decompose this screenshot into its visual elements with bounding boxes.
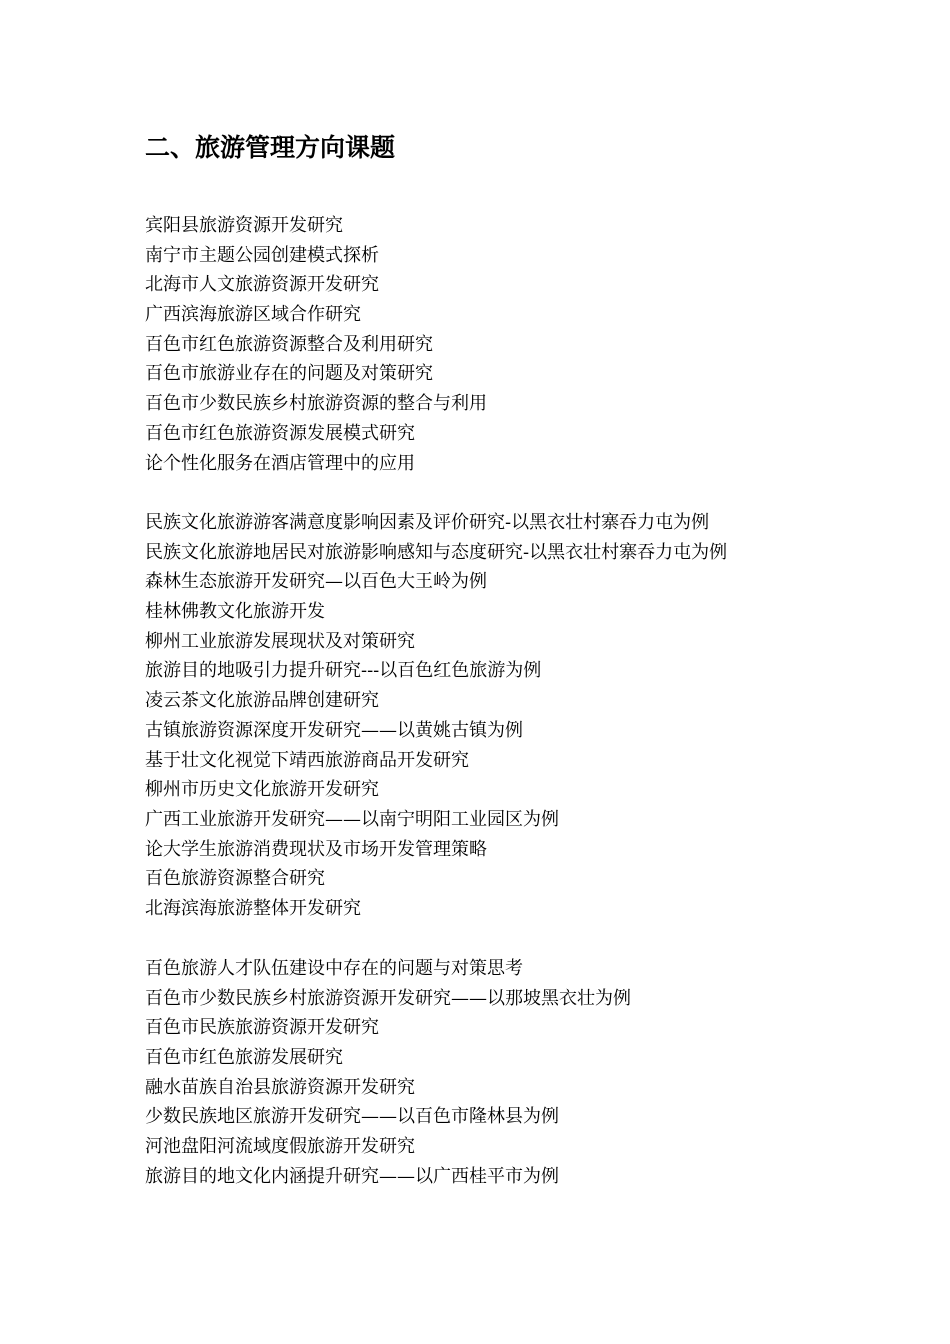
topic-item: 旅游目的地文化内涵提升研究——以广西桂平市为例 — [145, 1165, 559, 1187]
topic-item: 融水苗族自治县旅游资源开发研究 — [145, 1076, 415, 1098]
topic-item: 少数民族地区旅游开发研究——以百色市隆林县为例 — [145, 1106, 559, 1128]
topic-item: 论个性化服务在酒店管理中的应用 — [145, 452, 415, 474]
topic-group-2 — [145, 508, 727, 924]
topic-item: 百色市旅游业存在的问题及对策研究 — [145, 363, 433, 385]
topic-item: 百色市少数民族乡村旅游资源的整合与利用 — [145, 393, 487, 415]
topic-item: 柳州市历史文化旅游开发研究 — [145, 779, 379, 801]
topic-item: 广西滨海旅游区域合作研究 — [145, 304, 361, 326]
topic-item: 古镇旅游资源深度开发研究——以黄姚古镇为例 — [145, 719, 523, 741]
topic-item: 旅游目的地吸引力提升研究---以百色红色旅游为例 — [145, 660, 542, 682]
topic-item: 森林生态旅游开发研究—以百色大王岭为例 — [145, 571, 487, 593]
topic-item: 广西工业旅游开发研究——以南宁明阳工业园区为例 — [145, 808, 559, 830]
topic-item: 桂林佛教文化旅游开发 — [145, 601, 325, 623]
topic-item: 百色市红色旅游发展研究 — [145, 1047, 343, 1069]
topic-item: 柳州工业旅游发展现状及对策研究 — [145, 630, 415, 652]
topic-item: 论大学生旅游消费现状及市场开发管理策略 — [145, 838, 487, 860]
topic-group-1 — [145, 211, 487, 478]
topic-item: 北海市人文旅游资源开发研究 — [145, 274, 379, 296]
topic-item: 百色市红色旅游资源发展模式研究 — [145, 422, 415, 444]
topic-item: 南宁市主题公园创建模式探析 — [145, 244, 379, 266]
topic-item: 百色旅游资源整合研究 — [145, 868, 325, 890]
topic-group-3 — [145, 954, 631, 1192]
topic-item: 百色旅游人才队伍建设中存在的问题与对策思考 — [145, 958, 523, 979]
topic-item: 百色市民族旅游资源开发研究 — [145, 1017, 379, 1039]
topic-item: 百色市红色旅游资源整合及利用研究 — [145, 333, 433, 355]
section-heading: 二、旅游管理方向课题 — [145, 133, 396, 162]
topic-item: 百色市少数民族乡村旅游资源开发研究——以那坡黑衣壮为例 — [145, 987, 631, 1009]
topic-item: 河池盘阳河流域度假旅游开发研究 — [145, 1136, 415, 1158]
topic-item: 民族文化旅游游客满意度影响因素及评价研究-以黑衣壮村寨吞力屯为例 — [145, 512, 710, 533]
topic-item: 基于壮文化视觉下靖西旅游商品开发研究 — [145, 749, 469, 771]
topic-item: 宾阳县旅游资源开发研究 — [145, 215, 343, 236]
topic-item: 民族文化旅游地居民对旅游影响感知与态度研究-以黑衣壮村寨吞力屯为例 — [145, 541, 728, 563]
topic-item: 凌云茶文化旅游品牌创建研究 — [145, 690, 379, 712]
topic-item: 北海滨海旅游整体开发研究 — [145, 897, 361, 919]
